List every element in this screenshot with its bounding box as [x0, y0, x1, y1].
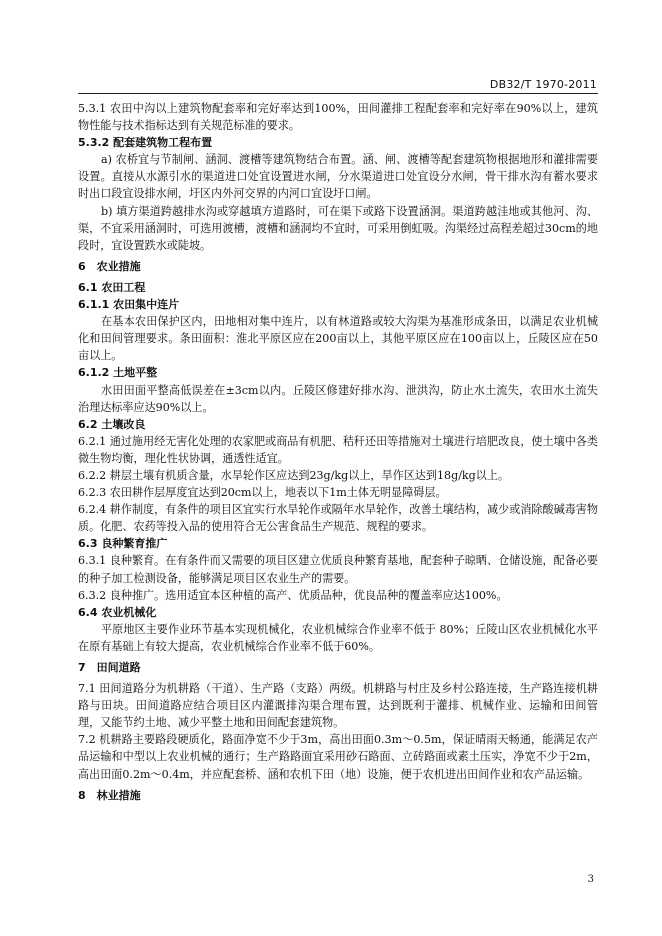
body-paragraph: a) 农桥宜与节制闸、涵洞、渡槽等建筑物结合布置。涵、闸、渡槽等配套建筑物根据地形和灌排需要设置。直接从水源引水的渠道进口处宜设置进水闸，分水渠道进口处宜设分水闸，骨干排水沟有蓄水要求时出口段宜设排水闸，圩区内外河交界的内河口宜设圩口闸。: [78, 153, 598, 201]
body-paragraph: b) 填方渠道跨越排水沟或穿越填方道路时，可在渠下或路下设置涵洞。渠道跨越洼地或其他河、沟、渠，不宜采用涵洞时，可选用渡槽，渡槽和涵洞均不宜时，可采用倒虹吸。沟渠经过高程差超过30cm的地段时，宜设置跌水或陡坡。: [78, 204, 598, 252]
chapter-heading: 8 林业措施: [78, 788, 141, 802]
header-rule: [78, 93, 598, 94]
body-paragraph: 水田田面平整高低误差在±3cm以内。丘陵区修建好排水沟、泄洪沟，防止水土流失，农田水土流失治理达标率应达90%以上。: [78, 383, 598, 414]
body-paragraph: 平原地区主要作业环节基本实现机械化，农业机械综合作业率不低于 80%；丘陵山区农业机械化水平在原有基础上有较大提高，农业机械综合作业率不低于60%。: [78, 622, 598, 653]
clause-paragraph: 6.3.1 良种繁育。在有条件而又需要的项目区建立优质良种繁育基地，配套种子晾晒、仓储设施，配备必要的种子加工检测设备，能够满足项目区农业生产的需要。: [78, 554, 598, 585]
clause-paragraph: 7.2 机耕路主要路段硬质化，路面净宽不少于3m，高出田面0.3m～0.5m，保证晴雨天畅通，能满足农产品运输和中型以上农业机械的通行；生产路路面宜采用砂石路面、立砖路面或素土压实，净宽不少于2m，高出田面0.2m～0.4m，并应配套桥、涵和农机下田（地）设施，便于农机进出田间作业和农产品运输。: [78, 733, 598, 781]
clause-paragraph: 5.3.1 农田中沟以上建筑物配套率和完好率达到100%，田间灌排工程配套率和完好率在90%以上，建筑物性能与技术指标达到有关规范标准的要求。: [78, 102, 598, 133]
clause-paragraph: 6.2.2 耕层土壤有机质含量，水旱轮作区应达到23g/kg以上，旱作区达到18g/kg以上。: [78, 468, 510, 482]
section-heading: 6.3 良种繁育推广: [78, 537, 168, 551]
section-heading: 6.1.1 农田集中连片: [78, 298, 180, 312]
clause-paragraph: 6.3.2 良种推广。选用适宜本区种植的高产、优质品种，优良品种的覆盖率应达100%。: [78, 588, 508, 602]
clause-paragraph: 7.1 田间道路分为机耕路（干道）、生产路（支路）两级。机耕路与村庄及乡村公路连接，生产路连接机耕路与田块。田间道路应结合项目区内灌溉排沟渠合理布置，达到既利于灌排、机械作业、运输和田间管理，又能节约土地、减少平整土地和田间配套建筑物。: [78, 682, 598, 730]
section-heading: 6.4 农业机械化: [78, 605, 157, 619]
document-body: [78, 100, 598, 808]
section-heading: 6.1 农田工程: [78, 280, 146, 294]
section-heading: 6.2 土壤改良: [78, 417, 146, 431]
chapter-heading: 7 田间道路: [78, 661, 141, 674]
chapter-heading: 6 农业措施: [78, 259, 141, 273]
standard-code: DB32/T 1970-2011: [489, 78, 597, 91]
section-heading: 5.3.2 配套建筑物工程布置: [78, 136, 213, 150]
clause-paragraph: 6.2.1 通过施用经无害化处理的农家肥或商品有机肥、秸秆还田等措施对土壤进行培肥改良，使土壤中各类微生物均衡，理化性状协调，通透性适宜。: [78, 434, 598, 465]
section-heading: 6.1.2 土地平整: [78, 366, 158, 380]
clause-paragraph: 6.2.4 耕作制度，有条件的项目区宜实行水旱轮作或隔年水旱轮作，改善土壤结构，减少或消除酸碱毒害物质。化肥、农药等投入品的使用符合无公害食品生产规范、规程的要求。: [78, 503, 598, 534]
page-number: 3: [587, 874, 594, 885]
clause-paragraph: 6.2.3 农田耕作层厚度宜达到20cm以上，地表以下1m土体无明显障碍层。: [78, 486, 447, 500]
body-paragraph: 在基本农田保护区内，田地相对集中连片，以有林道路或较大沟渠为基准形成条田，以满足农业机械化和田间管理要求。条田面积：淮北平原区应在200亩以上，其他平原区应在100亩以上，丘陵区应在50亩以上。: [78, 315, 598, 363]
